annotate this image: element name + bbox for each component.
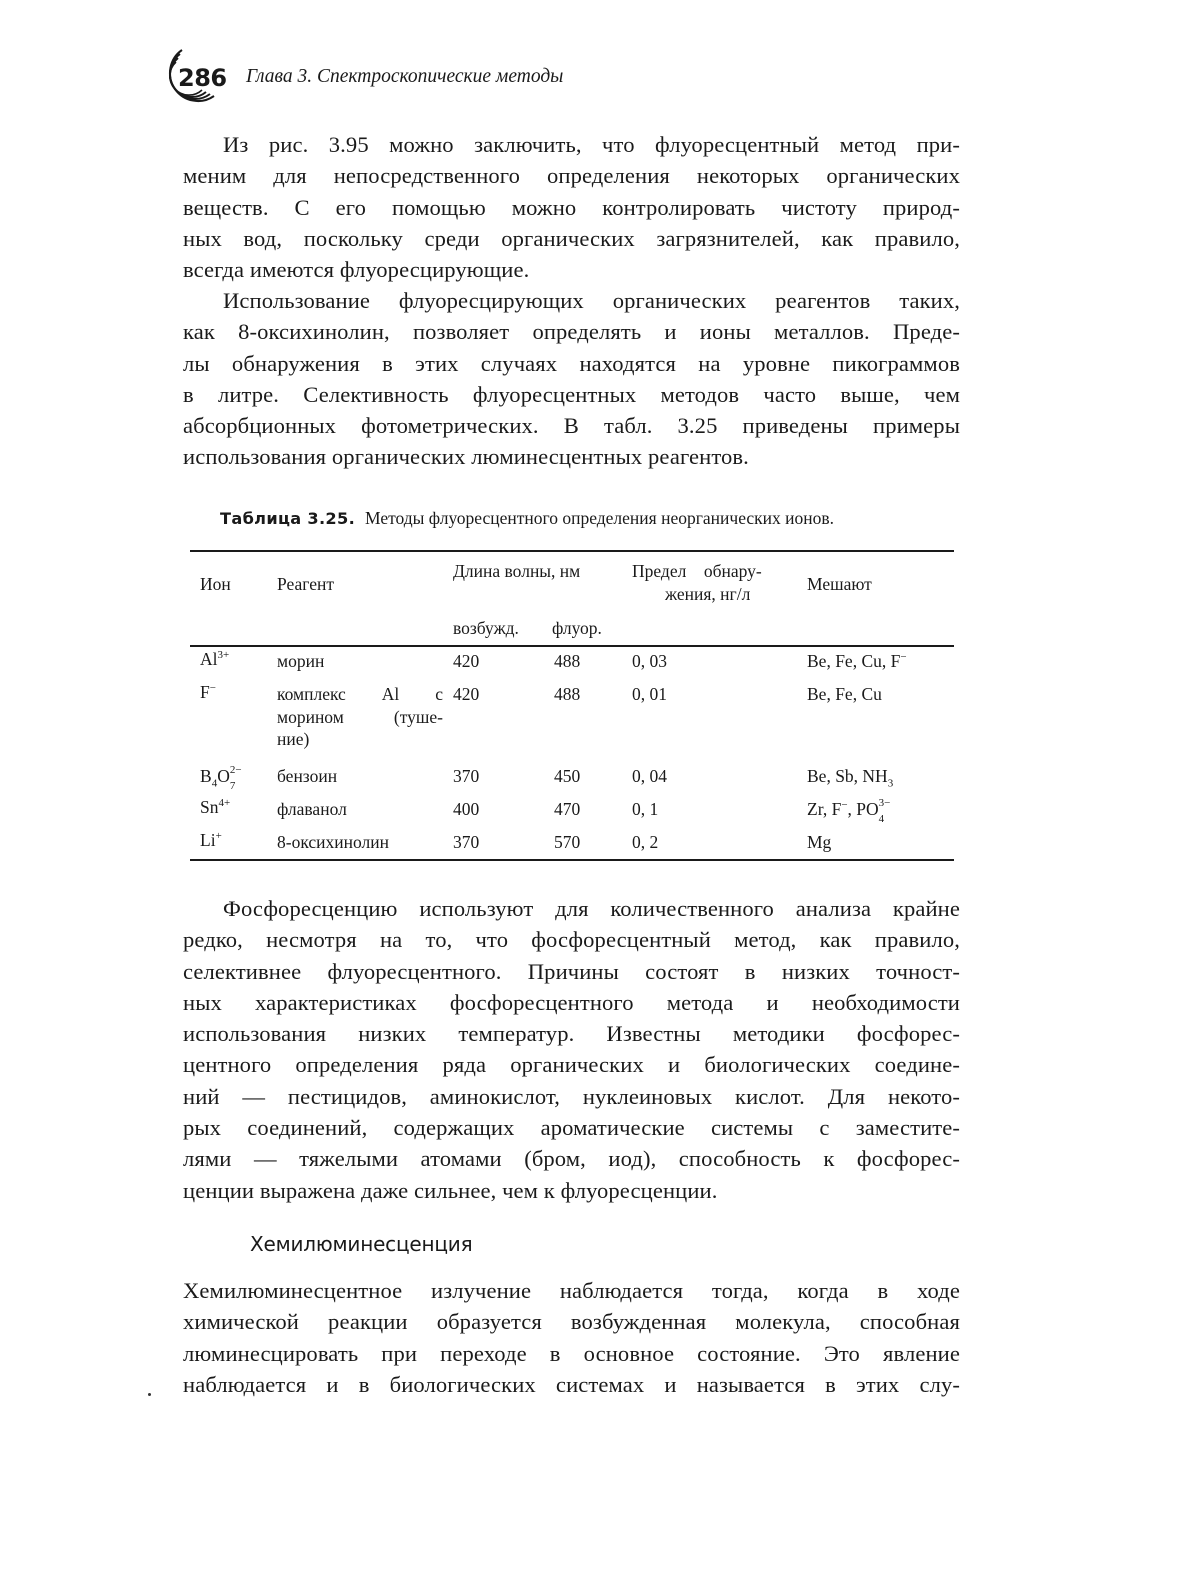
cell-ion — [200, 681, 216, 704]
text-line: веществ. С его помощью можно контролировать чистоту природ- — [183, 194, 960, 220]
data-table — [190, 550, 954, 862]
text-line: ний — пестицидов, аминокислот, нуклеиновых кислот. Для некото- — [183, 1083, 960, 1109]
cell-reagent — [277, 683, 443, 751]
ion-charge: + — [215, 830, 222, 843]
text-line: ных характеристиках фосфоресцентного метода и необходимости — [183, 989, 960, 1015]
cell-reagent: бензоин — [277, 766, 338, 786]
page-header — [152, 44, 972, 114]
header-reagent: Реагент — [277, 574, 334, 594]
running-head: Глава 3. Спектроскопические методы — [246, 66, 564, 87]
table-bottom-rule — [190, 859, 954, 861]
ion-charge: − — [209, 682, 216, 695]
header-interfere: Мешают — [807, 574, 872, 594]
text-line: селективнее флуоресцентного. Причины состоят в низких точност- — [183, 958, 960, 984]
header-wavelength: Длина волны, нм — [453, 561, 581, 581]
cell-ion — [200, 648, 229, 671]
ion-sub: 4 — [211, 777, 218, 790]
cell-fluorescence: 450 — [554, 766, 581, 786]
text-line: рых соединений, содержащих ароматические системы с заместите- — [183, 1115, 960, 1141]
cell-ion: $B_4O$ 2− 7 — [200, 764, 242, 792]
text-line: лы обнаружения в этих случаях находятся на уровне пикограммов — [183, 350, 960, 376]
text-line: редко, несмотря на то, что фосфоресцентный метод, как правило, — [183, 927, 960, 953]
interfere-text: Be, Sb, NH — [807, 766, 888, 786]
cell-fluorescence: 470 — [554, 799, 581, 819]
cell-ion — [200, 829, 222, 852]
text-line: химической реакции образуется возбужденная молекула, способная — [183, 1309, 960, 1335]
text-line: ценции выражена даже сильнее, чем к флуоресценции. — [183, 1177, 718, 1203]
cell-excitation: 400 — [453, 799, 480, 819]
cell-reagent: 8-оксихинолин — [277, 832, 389, 852]
header-limit-2: жения, нг/л — [665, 584, 751, 604]
text-line: Использование флуоресцирующих органических реагентов таких, — [223, 288, 960, 313]
ion-symbol: Al — [200, 649, 218, 669]
text-line: лями — тяжелыми атомами (бром, иод), способность к фосфорес- — [183, 1146, 960, 1172]
header-fluorescence: флуор. — [552, 618, 602, 638]
section-heading: Хемилюминесценция — [250, 1232, 473, 1256]
ion-symbol: F — [200, 682, 210, 702]
table-caption — [220, 508, 834, 529]
cell-limit: 0, 01 — [632, 684, 667, 704]
paragraph-3 — [183, 893, 960, 1206]
cell-excitation: 370 — [453, 766, 480, 786]
text-line: ных вод, поскольку среди органических загрязнителей, как правило, — [183, 225, 960, 251]
charge-sup: − — [900, 651, 907, 664]
cell-excitation: 370 — [453, 832, 480, 852]
reagent-line: морином (туше- — [277, 706, 443, 727]
cell-interfere: Mg — [807, 832, 832, 852]
header-limit: Предел обнару- — [632, 561, 762, 581]
ion-symbol: Sn — [200, 797, 219, 817]
cell-excitation: 420 — [453, 684, 480, 704]
table-caption-label: Таблица 3.25. — [220, 509, 356, 528]
cell-interfere — [807, 650, 907, 673]
charge-sup: − — [841, 799, 848, 812]
ion-symbol: O — [217, 766, 230, 786]
paragraph-4 — [183, 1275, 960, 1400]
cell-interfere — [807, 765, 893, 788]
reagent-line: ние) — [277, 729, 310, 749]
page-number: 286 — [178, 64, 227, 92]
ion-charge: 4+ — [218, 797, 231, 810]
cell-interfere: Be, Fe, Cu — [807, 684, 882, 704]
text-line: абсорбционных фотометрических. В табл. 3.25 приведены примеры — [183, 413, 960, 439]
text-line: всегда имеются флуоресцирующие. — [183, 257, 530, 283]
text-line: Фосфоресценцию используют для количественного анализа крайне — [223, 896, 960, 921]
text-line: центного определения ряда органических и биологических соедине- — [183, 1052, 960, 1078]
cell-limit: 0, 1 — [632, 799, 659, 819]
table-top-rule — [190, 550, 954, 552]
margin-dot — [148, 1393, 151, 1396]
interfere-text: Be, Fe, Cu, F — [807, 651, 901, 671]
cell-excitation: 420 — [453, 651, 480, 671]
cell-fluorescence: 570 — [554, 832, 581, 852]
cell-fluorescence: 488 — [554, 684, 581, 704]
text-line: наблюдается и в биологических системах и называется в этих слу- — [183, 1371, 960, 1397]
text-line: использования органических люминесцентных реагентов. — [183, 444, 749, 470]
table-caption-text: Методы флуоресцентного определения неорганических ионов. — [365, 508, 835, 528]
cell-limit: 0, 03 — [632, 651, 667, 671]
header-excitation: возбужд. — [453, 618, 519, 638]
ion-symbol: Li — [200, 830, 216, 850]
text-line: Хемилюминесцентное излучение наблюдается тогда, когда в ходе — [183, 1278, 960, 1303]
cell-limit: 0, 2 — [632, 832, 659, 852]
text-line: люминесцировать при переходе в основное состояние. Это явление — [183, 1340, 960, 1366]
cell-fluorescence: 488 — [554, 651, 581, 671]
cell-reagent: морин — [277, 651, 325, 671]
paragraph-1 — [183, 129, 960, 285]
formula-sub: 3 — [887, 777, 894, 790]
ion-symbol: B — [200, 766, 212, 786]
header-ion: Ион — [200, 574, 231, 594]
cell-limit: 0, 04 — [632, 766, 667, 786]
paragraph-2 — [183, 285, 960, 473]
text-line: Из рис. 3.95 можно заключить, что флуоресцентный метод при- — [223, 132, 960, 157]
cell-ion — [200, 796, 230, 819]
interfere-text: , PO — [847, 799, 879, 819]
interfere-text: Zr, F — [807, 799, 842, 819]
table-header-rule — [190, 645, 954, 647]
reagent-line: комплекс Al с — [277, 684, 443, 704]
cell-reagent: флаванол — [277, 799, 347, 819]
text-line: в литре. Селективность флуоресцентных методов часто выше, чем — [183, 381, 960, 407]
text-line: использования низких температур. Известны методики фосфорес- — [183, 1021, 960, 1047]
text-line: меним для непосредственного определения некоторых органических — [183, 163, 960, 189]
ion-charge: 3+ — [217, 649, 230, 662]
cell-interfere: Zr, F−, PO 3− 4 — [807, 797, 891, 825]
text-line: как 8-оксихинолин, позволяет определять и ионы металлов. Преде- — [183, 319, 960, 345]
